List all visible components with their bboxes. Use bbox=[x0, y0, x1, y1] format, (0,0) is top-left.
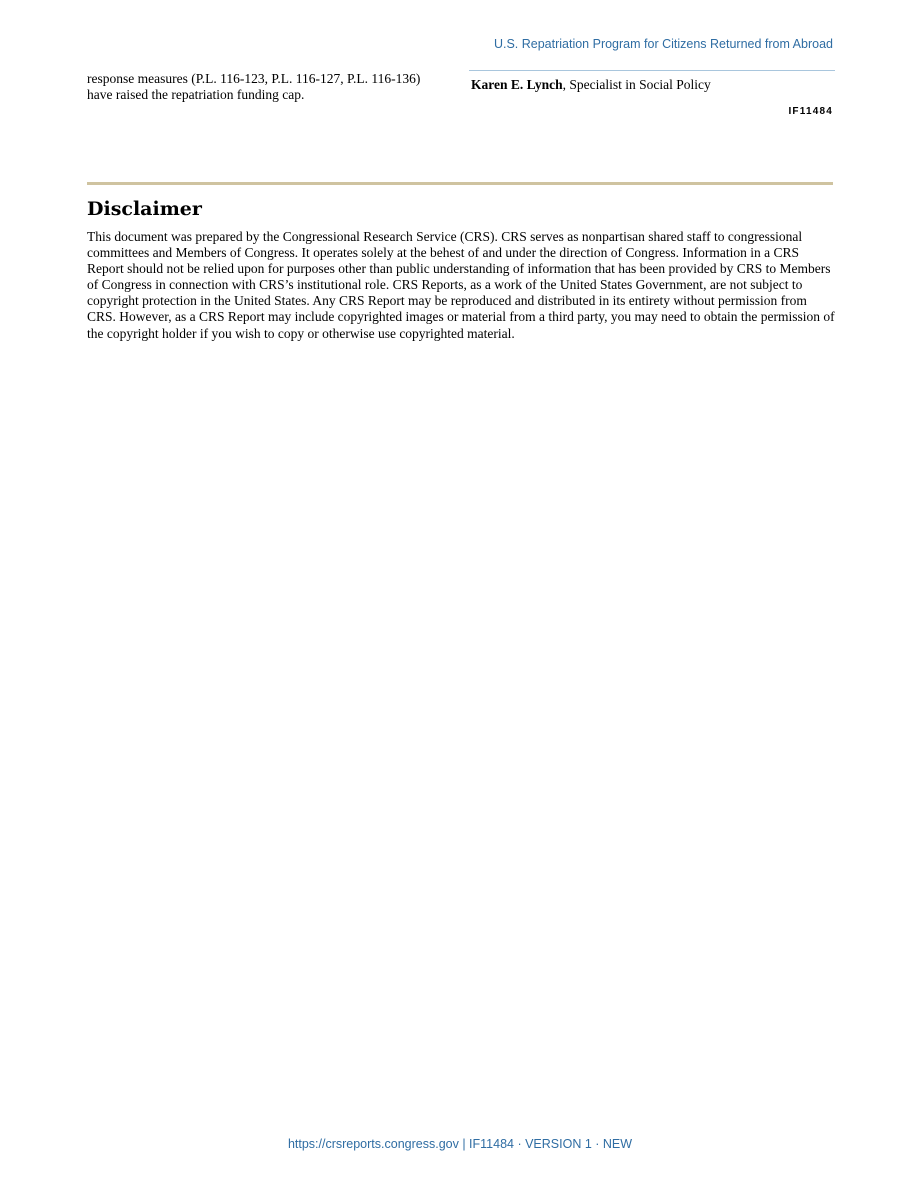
disclaimer-body: This document was prepared by the Congressional Research Service (CRS). CRS serves as nonpartisan shared staff to congressional committees and Members of Congress. It operates solely at the behest of and under the direction of Congress. Information in a CRS Report should not be relied upon for purposes other than public understanding of information that has been provided by CRS to Members of Congress in connection with CRS’s institutional role. CRS Reports, as a work of the United States Government, are not subject to copyright protection in the United States. Any CRS Report may be reproduced and distributed in its entirety without permission from CRS. However, as a CRS Report may include copyrighted images or material from a third party, you may need to obtain the permission of the copyright holder if you wish to copy or otherwise use copyrighted material. bbox=[87, 229, 835, 341]
author-block bbox=[469, 70, 835, 93]
disclaimer-heading: Disclaimer bbox=[87, 198, 202, 220]
report-id: IF11484 bbox=[788, 106, 833, 117]
footer-separator: | bbox=[458, 1137, 470, 1151]
body-text-continuation: response measures (P.L. 116-123, P.L. 116-127, P.L. 116-136) have raised the repatriation funding cap. bbox=[87, 71, 421, 102]
author-divider bbox=[469, 70, 835, 71]
footer-url-link[interactable]: https://crsreports.congress.gov bbox=[287, 1137, 459, 1151]
section-divider bbox=[87, 182, 833, 185]
author-title: , Specialist in Social Policy bbox=[562, 77, 711, 92]
author-name: Karen E. Lynch bbox=[471, 77, 563, 92]
author-line bbox=[471, 77, 835, 93]
footer-meta: IF11484 · VERSION 1 · NEW bbox=[469, 1137, 633, 1151]
page-footer bbox=[0, 1137, 920, 1151]
running-header-title: U.S. Repatriation Program for Citizens Returned from Abroad bbox=[493, 37, 833, 51]
